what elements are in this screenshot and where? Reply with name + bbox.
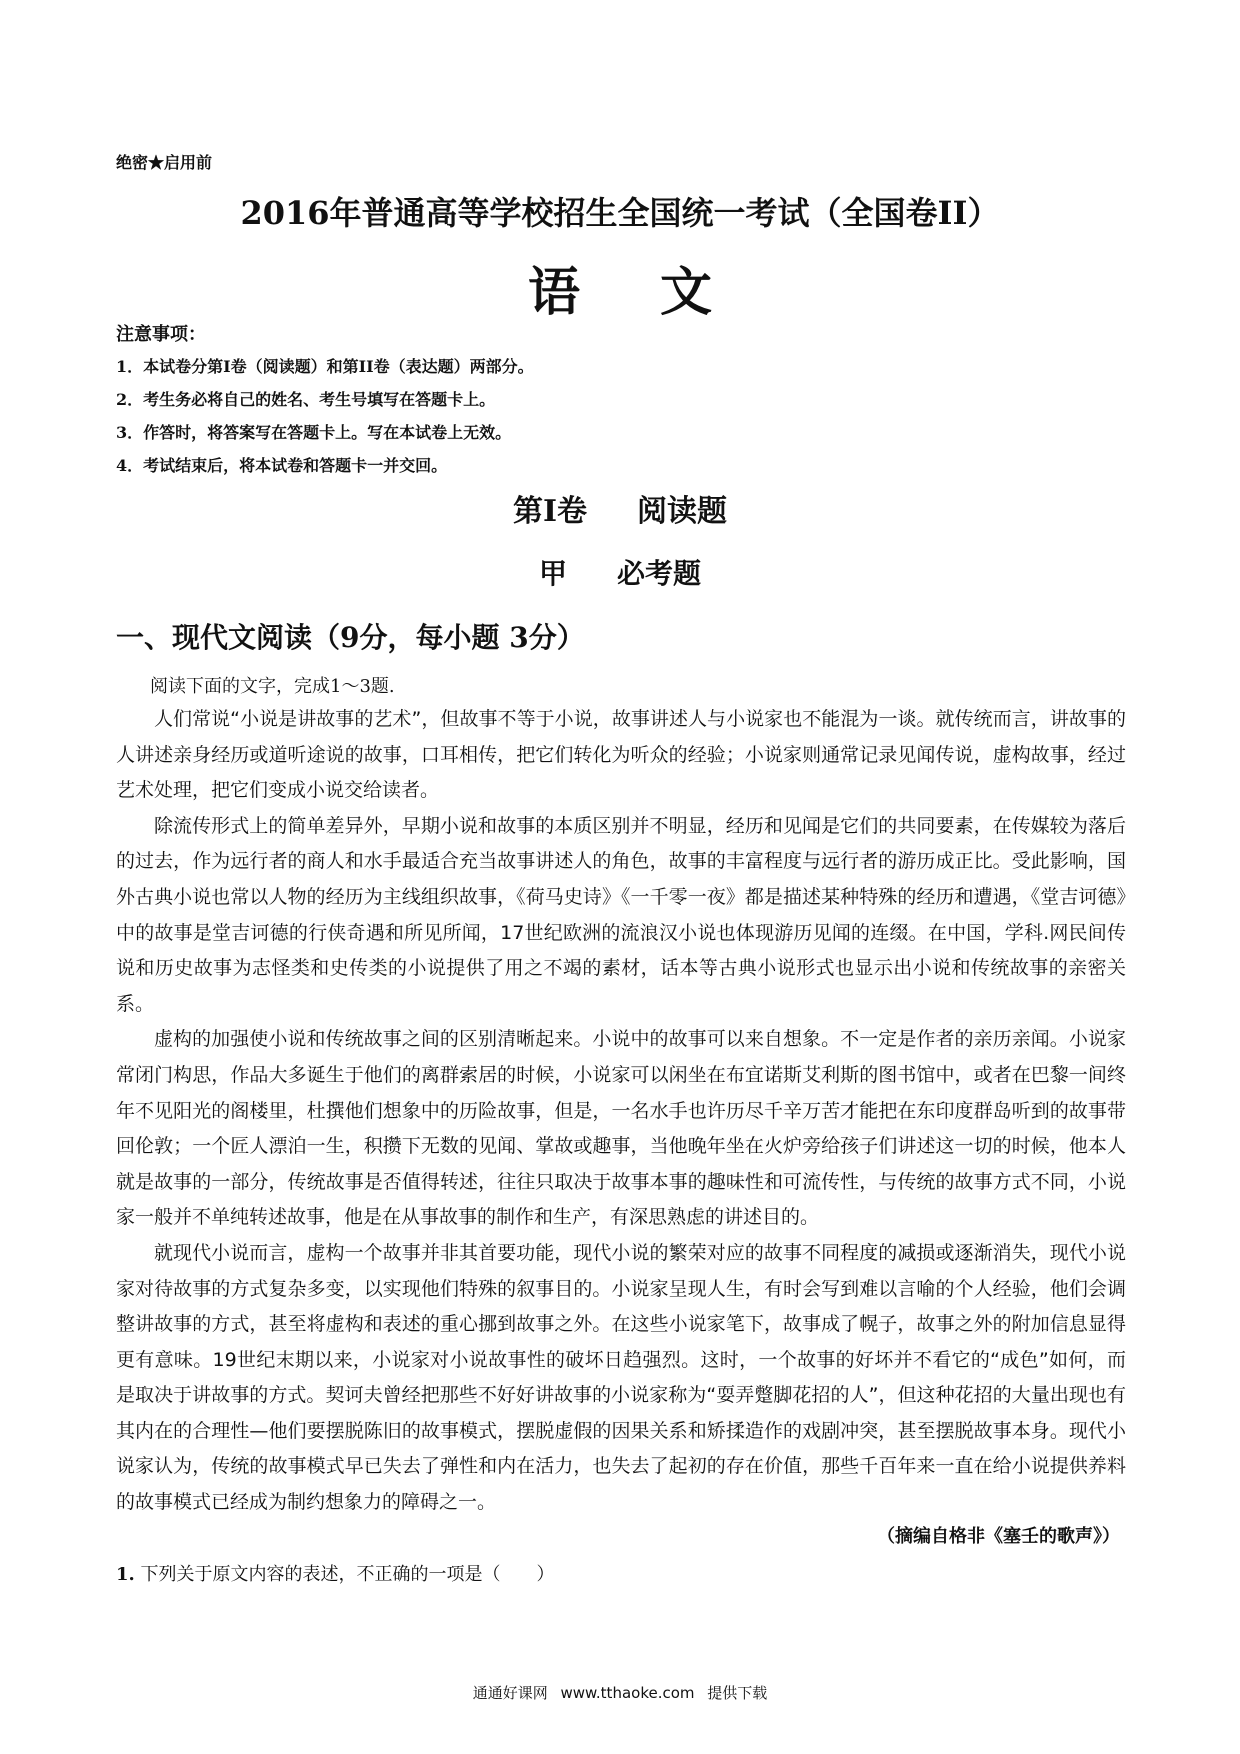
- question-text: 下列关于原文内容的表述，不正确的一项是（ ）: [140, 1564, 555, 1585]
- reading-passage: [116, 702, 1126, 1521]
- exam-title: 2016年普通高等学校招生全国统一考试（全国卷II）: [240, 194, 1000, 232]
- footer-site-url[interactable]: www.tthaoke.com: [560, 1684, 695, 1702]
- passage-citation: （摘编自格非《塞壬的歌声》）: [877, 1526, 1120, 1547]
- reading-instruction: 阅读下面的文字，完成1～3题.: [150, 676, 395, 697]
- volume-name: 阅读题: [637, 494, 728, 529]
- section-label: 甲: [538, 557, 567, 590]
- section-title: [0, 552, 1240, 592]
- note-item: 4．考试结束后，将本试卷和答题卡一并交回。: [116, 456, 448, 475]
- part-heading: 一、现代文阅读（9分，每小题 3分）: [116, 621, 585, 654]
- footer-site-name: 通通好课网: [472, 1684, 548, 1702]
- footer-suffix: 提供下载: [707, 1684, 768, 1702]
- passage-paragraph: 就现代小说而言，虚构一个故事并非其首要功能，现代小说的繁荣对应的故事不同程度的减损或逐渐消失，现代小说家对待故事的方式复杂多变，以实现他们特殊的叙事目的。小说家呈现人生，有时会写到难以言喻的个人经验，他们会调整讲故事的方式，甚至将虚构和表述的重心挪到故事之外。在这些小说家笔下，故事成了幌子，故事之外的附加信息显得更有意味。19世纪末期以来，小说家对小说故事性的破坏日趋强烈。这时，一个故事的好坏并不看它的“成色”如何，而是取决于讲故事的方式。契诃夫曾经把那些不好好讲故事的小说家称为“耍弄蹩脚花招的人”，但这种花招的大量出现也有其内在的合理性—他们要摆脱陈旧的故事模式，摆脱虚假的因果关系和矫揉造作的戏剧冲突，甚至摆脱故事本身。现代小说家认为，传统的故事模式早已失去了弹性和内在活力，也失去了起初的存在价值，那些千百年来一直在给小说提供养料的故事模式已经成为制约想象力的障碍之一。: [116, 1241, 1126, 1514]
- notes-list: [116, 350, 534, 482]
- passage-paragraph: 人们常说“小说是讲故事的艺术”，但故事不等于小说，故事讲述人与小说家也不能混为一谈。就传统而言，讲故事的人讲述亲身经历或道听途说的故事，口耳相传，把它们转化为听众的经验；小说家则通常记录见闻传说，虚构故事，经过艺术处理，把它们变成小说交给读者。: [116, 708, 1126, 802]
- secret-mark: 绝密★启用前: [116, 153, 213, 172]
- volume-title: [0, 486, 1240, 530]
- note-item: 3．作答时，将答案写在答题卡上。写在本试卷上无效。: [116, 423, 512, 442]
- subject-title: 语文: [527, 262, 792, 323]
- page-footer: [0, 1682, 1240, 1703]
- note-item: 2．考生务必将自己的姓名、考生号填写在答题卡上。: [116, 390, 496, 409]
- passage-paragraph: 除流传形式上的简单差异外，早期小说和故事的本质区别并不明显，经历和见闻是它们的共同要素，在传媒较为落后的过去，作为远行者的商人和水手最适合充当故事讲述人的角色，故事的丰富程度与远行者的游历成正比。受此影响，国外古典小说也常以人物的经历为主线组织故事，《荷马史诗》《一千零一夜》都是描述某种特殊的经历和遭遇，《堂吉诃德》中的故事是堂吉诃德的行侠奇遇和所见所闻，17世纪欧洲的流浪汉小说也体现游历见闻的连缀。在中国，学科.网民间传说和历史故事为志怪类和史传类的小说提供了用之不竭的素材，话本等古典小说形式也显示出小说和传统故事的亲密关系。: [116, 814, 1126, 1015]
- question-number: 1.: [116, 1564, 135, 1585]
- section-name: 必考题: [617, 557, 702, 590]
- passage-paragraph: 虚构的加强使小说和传统故事之间的区别清晰起来。小说中的故事可以来自想象。不一定是作者的亲历亲闻。小说家常闭门构思，作品大多诞生于他们的离群索居的时候，小说家可以闲坐在布宜诺斯艾利斯的图书馆中，或者在巴黎一间终年不见阳光的阁楼里，杜撰他们想象中的历险故事，但是，一名水手也许历尽千辛万苦才能把在东印度群岛听到的故事带回伦敦；一个匠人漂泊一生，积攒下无数的见闻、掌故或趣事，当他晚年坐在火炉旁给孩子们讲述这一切的时候，他本人就是故事的一部分，传统故事是否值得转述，往往只取决于故事本事的趣味性和可流传性，与传统的故事方式不同，小说家一般并不单纯转述故事，他是在从事故事的制作和生产，有深思熟虑的讲述目的。: [116, 1028, 1126, 1229]
- note-item: 1．本试卷分第I卷（阅读题）和第II卷（表达题）两部分。: [116, 357, 534, 376]
- volume-label: 第Ⅰ卷: [512, 494, 588, 529]
- notes-title: 注意事项：: [116, 324, 206, 345]
- question-1: [116, 1560, 555, 1586]
